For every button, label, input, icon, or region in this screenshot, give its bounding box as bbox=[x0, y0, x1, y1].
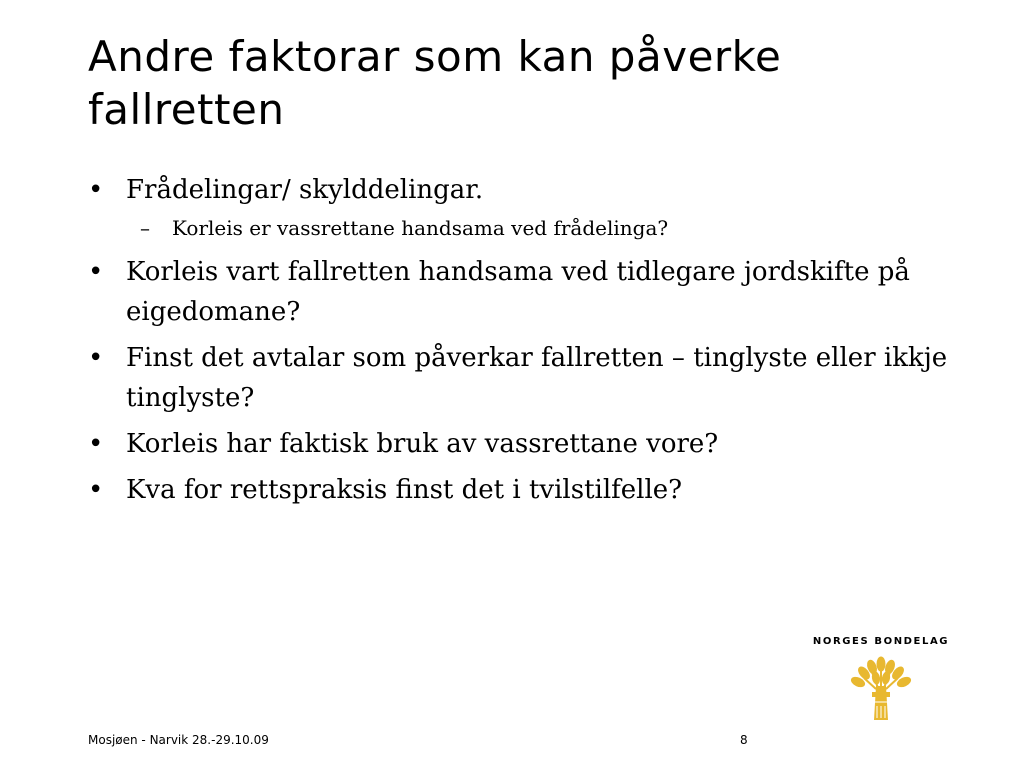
sub-bullet-marker: – bbox=[140, 216, 150, 240]
bullet-item bbox=[88, 470, 968, 510]
norges-bondelag-logo bbox=[806, 636, 956, 726]
bullet-item bbox=[88, 170, 968, 210]
bullet-text: Finst det avtalar som påverkar fallretten – tinglyste eller ikkje tinglyste? bbox=[126, 343, 948, 413]
bullet-list bbox=[88, 170, 968, 516]
sub-bullet-text: Korleis er vassrettane handsama ved frådelinga? bbox=[172, 216, 669, 240]
bullet-marker: • bbox=[88, 475, 104, 505]
sub-bullet-item bbox=[88, 212, 968, 244]
bullet-marker: • bbox=[88, 343, 104, 373]
bullet-item bbox=[88, 338, 968, 418]
bullet-marker: • bbox=[88, 429, 104, 459]
page-number: 8 bbox=[740, 733, 748, 747]
bullet-item bbox=[88, 424, 968, 464]
logo-text: NORGES BONDELAG bbox=[812, 636, 950, 647]
footer-event: Mosjøen - Narvik 28.-29.10.09 bbox=[88, 733, 269, 747]
wheat-sheaf-icon bbox=[850, 656, 912, 722]
bullet-text: Korleis vart fallretten handsama ved tidlegare jordskifte på eigedomane? bbox=[126, 257, 910, 327]
bullet-text: Korleis har faktisk bruk av vassrettane vore? bbox=[126, 429, 719, 459]
bullet-marker: • bbox=[88, 257, 104, 287]
bullet-marker: • bbox=[88, 175, 104, 205]
bullet-item bbox=[88, 252, 968, 332]
bullet-text: Kva for rettspraksis finst det i tvilstilfelle? bbox=[126, 475, 683, 505]
slide-title: Andre faktorar som kan påverke fallretten bbox=[88, 32, 782, 134]
bullet-text: Frådelingar/ skylddelingar. bbox=[126, 175, 484, 205]
